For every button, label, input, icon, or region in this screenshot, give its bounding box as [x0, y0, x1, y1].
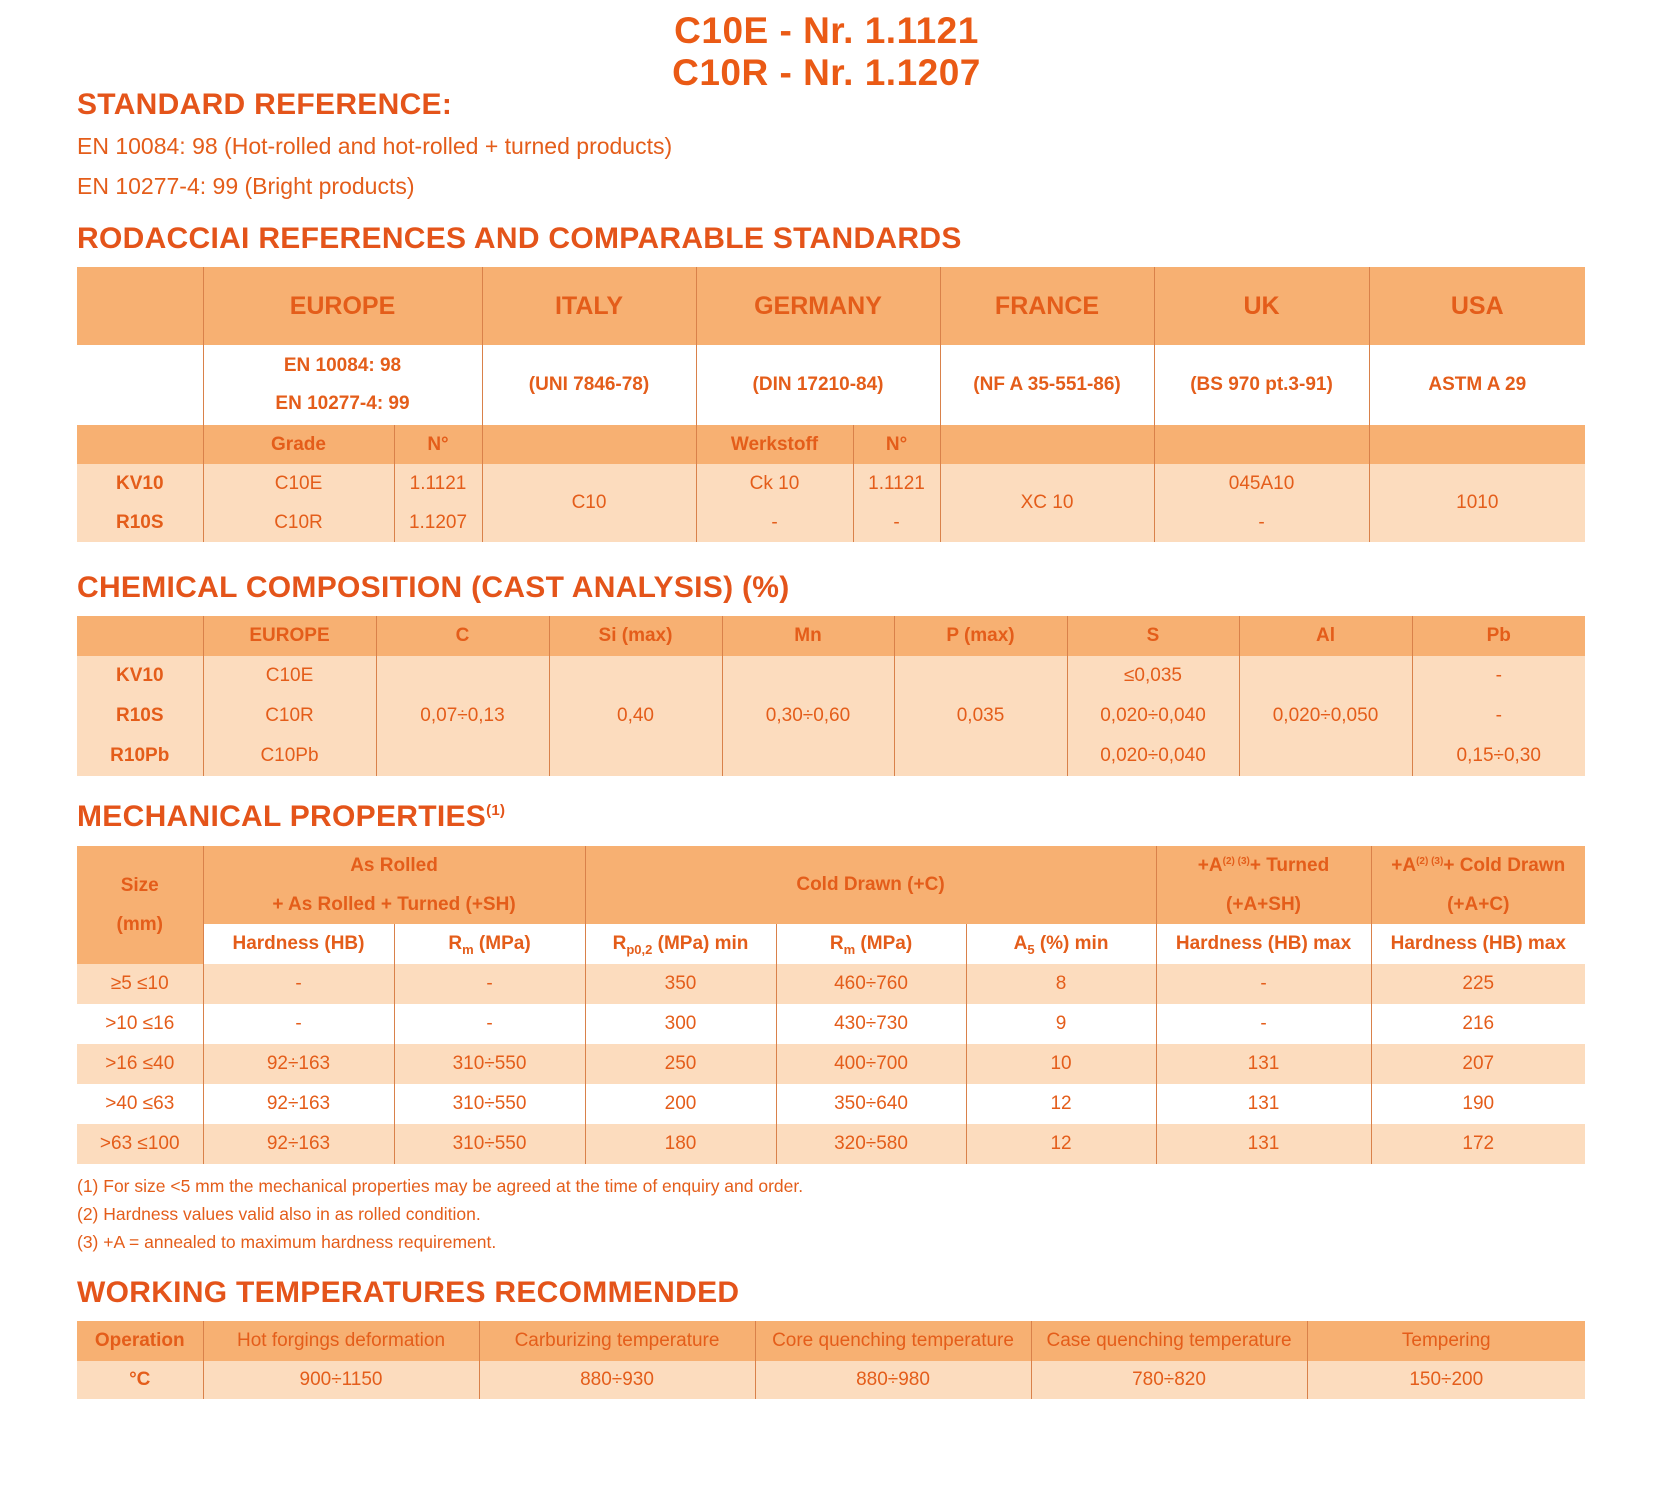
ref-no: 1.1121	[394, 464, 482, 503]
mech-hb-cd: 225	[1462, 973, 1495, 994]
mech-hb-cd: 190	[1462, 1093, 1495, 1114]
standard-germany: (DIN 17210-84)	[696, 345, 940, 425]
working-header-operation: Operation	[77, 1321, 203, 1361]
mech-row	[77, 1124, 1585, 1164]
references-corner-cell	[77, 267, 203, 345]
mech-row	[77, 964, 1585, 1004]
references-standard-row	[77, 345, 1585, 425]
chem-corner-cell	[77, 616, 203, 656]
chem-header-c: C	[376, 616, 549, 656]
mech-rp: 350	[585, 964, 776, 1004]
mech-rm: 310÷550	[394, 1084, 585, 1124]
working-table	[77, 1321, 1585, 1399]
standard-europe	[203, 345, 482, 425]
mech-group-row-1	[77, 846, 1585, 885]
mech-header-cdrawn-1	[1371, 846, 1585, 885]
ref-uk: -	[1154, 503, 1369, 542]
mech-rm2: 460÷760	[776, 964, 966, 1004]
mech-row	[77, 1004, 1585, 1044]
working-header-case-quenching: Case quenching temperature	[1031, 1321, 1307, 1361]
ref-france: XC 10	[940, 464, 1154, 542]
a5-subscript: 5	[1027, 942, 1035, 957]
references-sub-header-row	[77, 425, 1585, 464]
mech-col-rp	[585, 924, 776, 964]
chem-header-si: Si (max)	[549, 616, 722, 656]
country-france: FRANCE	[940, 267, 1154, 345]
working-header-hot-forging: Hot forgings deformation	[203, 1321, 479, 1361]
turned-sup: (2) (3)	[1222, 855, 1250, 867]
country-usa: USA	[1450, 291, 1504, 320]
ref-uk: 045A10	[1154, 464, 1369, 503]
chemical-header-row	[77, 616, 1585, 656]
ref-code: KV10	[77, 464, 203, 503]
country-italy: ITALY	[482, 267, 696, 345]
mechanical-heading	[77, 800, 505, 834]
chem-al: 0,020÷0,050	[1239, 656, 1412, 776]
working-header-carburizing: Carburizing temperature	[479, 1321, 755, 1361]
ref-no-de: -	[853, 503, 940, 542]
chemical-heading: CHEMICAL COMPOSITION (CAST ANALYSIS) (%)	[77, 571, 790, 604]
working-header-row	[77, 1321, 1585, 1361]
mechanical-heading-text: MECHANICAL PROPERTIES	[77, 800, 487, 833]
chem-s: 0,020÷0,040	[1067, 696, 1239, 736]
mech-a5: 9	[966, 1004, 1156, 1044]
country-europe: EUROPE	[203, 267, 482, 345]
standard-reference-heading: STANDARD REFERENCE:	[77, 88, 453, 121]
mech-header-turned-2: (+A+SH)	[1156, 885, 1371, 924]
mech-a5: 12	[966, 1084, 1156, 1124]
mech-rm2: 400÷700	[776, 1044, 966, 1084]
rm-unit: (MPa)	[478, 933, 531, 954]
a5-symbol: A	[1013, 933, 1028, 954]
references-row	[77, 503, 1585, 542]
chem-header-europe: EUROPE	[203, 616, 376, 656]
chemical-table	[77, 616, 1585, 776]
footnote-2: (2) Hardness values valid also in as rolled condition.	[77, 1204, 481, 1224]
chem-si: 0,40	[549, 656, 722, 776]
chemical-row	[77, 656, 1585, 696]
ref-grade: C10R	[203, 503, 394, 542]
mech-rm2: 320÷580	[776, 1124, 966, 1164]
references-country-row	[77, 267, 1585, 345]
mech-hb-cd: 216	[1462, 1013, 1495, 1034]
rm-subscript: m	[462, 942, 474, 957]
standard-france: (NF A 35-551-86)	[940, 345, 1154, 425]
working-hot-forging: 900÷1150	[203, 1361, 479, 1399]
mech-rm: 310÷550	[394, 1124, 585, 1164]
mech-header-turned-1	[1156, 846, 1371, 885]
mech-col-a5	[966, 924, 1156, 964]
ref-werkstoff: Ck 10	[696, 464, 853, 503]
mech-col-hb-cdrawn: Hardness (HB) max	[1390, 933, 1566, 954]
mech-header-as-rolled-2: + As Rolled + Turned (+SH)	[203, 885, 585, 924]
mech-header-as-rolled-1: As Rolled	[203, 846, 585, 885]
mech-hb-turned: 131	[1156, 1124, 1371, 1164]
mech-size-label: Size	[120, 875, 159, 896]
sub-blank-4	[1154, 425, 1369, 464]
ref-usa: 1010	[1456, 492, 1499, 513]
working-header-core-quenching: Core quenching temperature	[755, 1321, 1031, 1361]
chem-s: ≤0,035	[1067, 656, 1239, 696]
a5-unit: (%) min	[1039, 933, 1109, 954]
chem-header-s: S	[1067, 616, 1239, 656]
working-header-tempering: Tempering	[1401, 1330, 1491, 1351]
chem-pb: -	[1495, 665, 1502, 686]
mech-header-cold-drawn: Cold Drawn (+C)	[585, 846, 1156, 924]
mech-a5: 12	[966, 1124, 1156, 1164]
mech-rm2: 350÷640	[776, 1084, 966, 1124]
turned-post: + Turned	[1249, 854, 1330, 876]
mechanical-table	[77, 846, 1585, 1164]
rp-unit: (MPa) min	[657, 933, 749, 954]
turned-prefix: +A	[1197, 854, 1223, 876]
mech-hb-turned: -	[1156, 964, 1371, 1004]
standard-uk: (BS 970 pt.3-91)	[1154, 345, 1369, 425]
rp-subscript: p0,2	[626, 942, 653, 957]
chem-ref: R10Pb	[77, 736, 203, 776]
sub-no-de: N°	[853, 425, 940, 464]
standard-italy: (UNI 7846-78)	[482, 345, 696, 425]
mech-row	[77, 1044, 1585, 1084]
sub-werkstoff: Werkstoff	[696, 425, 853, 464]
mech-rm2: 430÷730	[776, 1004, 966, 1044]
mech-rp: 200	[585, 1084, 776, 1124]
rm2-symbol: R	[829, 933, 844, 954]
mech-hb: 92÷163	[203, 1124, 394, 1164]
mech-a5: 8	[966, 964, 1156, 1004]
footnote-1: (1) For size <5 mm the mechanical properties may be agreed at the time of enquiry and order.	[77, 1176, 804, 1196]
chem-pb: 0,15÷0,30	[1456, 745, 1541, 766]
cdrawn-prefix: +A	[1391, 854, 1417, 876]
mech-size: >63 ≤100	[77, 1124, 203, 1164]
chem-europe: C10Pb	[203, 736, 376, 776]
chem-p: 0,035	[894, 656, 1067, 776]
chem-header-mn: Mn	[722, 616, 894, 656]
chem-header-p: P (max)	[894, 616, 1067, 656]
mech-hb: 92÷163	[203, 1084, 394, 1124]
mech-hb: 92÷163	[203, 1044, 394, 1084]
chem-ref: KV10	[77, 656, 203, 696]
mech-column-header-row	[77, 924, 1585, 964]
chem-pb: -	[1495, 705, 1502, 726]
sub-grade: Grade	[203, 425, 394, 464]
chem-s: 0,020÷0,040	[1067, 736, 1239, 776]
mech-hb-cd: 207	[1462, 1053, 1495, 1074]
mech-hb-turned: 131	[1156, 1044, 1371, 1084]
chem-ref: R10S	[77, 696, 203, 736]
mech-rp: 180	[585, 1124, 776, 1164]
rp-symbol: R	[612, 933, 627, 954]
mech-rm: -	[394, 1004, 585, 1044]
mech-rm: 310÷550	[394, 1044, 585, 1084]
chem-europe: C10E	[203, 656, 376, 696]
mech-col-hb-turned: Hardness (HB) max	[1156, 924, 1371, 964]
standard-europe-1: EN 10084: 98	[283, 355, 402, 376]
standard-europe-2: EN 10277-4: 99	[275, 393, 410, 414]
chem-mn: 0,30÷0,60	[722, 656, 894, 776]
mechanical-heading-note: (1)	[486, 802, 506, 819]
mech-row	[77, 1084, 1585, 1124]
chem-header-pb: Pb	[1486, 625, 1511, 646]
ref-code: R10S	[77, 503, 203, 542]
sub-no: N°	[394, 425, 482, 464]
working-tempering: 150÷200	[1409, 1369, 1484, 1390]
references-row	[77, 464, 1585, 503]
mech-rp: 300	[585, 1004, 776, 1044]
rm2-subscript: m	[843, 942, 856, 957]
working-case-quenching: 780÷820	[1031, 1361, 1307, 1399]
mech-a5: 10	[966, 1044, 1156, 1084]
standard-reference-line-2: EN 10277-4: 99 (Bright products)	[77, 173, 415, 199]
standard-reference-line-1: EN 10084: 98 (Hot-rolled and hot-rolled + turned products)	[77, 133, 673, 159]
title-line-1: C10E - Nr. 1.1121	[674, 10, 979, 51]
working-heading: WORKING TEMPERATURES RECOMMENDED	[77, 1276, 740, 1309]
mech-hb: -	[203, 1004, 394, 1044]
footnote-3: (3) +A = annealed to maximum hardness requirement.	[77, 1232, 497, 1252]
sub-blank-3	[940, 425, 1154, 464]
working-unit: °C	[77, 1361, 203, 1399]
sub-blank-5	[1369, 425, 1585, 464]
mech-rm: -	[394, 964, 585, 1004]
ref-grade: C10E	[203, 464, 394, 503]
references-blank-cell	[77, 345, 203, 425]
rm-symbol: R	[448, 933, 463, 954]
working-carburizing: 880÷930	[479, 1361, 755, 1399]
mech-size-unit: (mm)	[116, 914, 163, 935]
standard-usa: ASTM A 29	[1428, 374, 1527, 395]
mech-size: >16 ≤40	[77, 1044, 203, 1084]
sub-blank-2	[482, 425, 696, 464]
mech-hb-turned: 131	[1156, 1084, 1371, 1124]
mech-hb-cd: 172	[1462, 1133, 1495, 1154]
mech-col-rm2	[776, 924, 966, 964]
country-germany: GERMANY	[696, 267, 940, 345]
cdrawn-sup: (2) (3)	[1416, 855, 1444, 867]
chem-europe: C10R	[203, 696, 376, 736]
ref-italy: C10	[482, 464, 696, 542]
chem-c: 0,07÷0,13	[376, 656, 549, 776]
ref-no: 1.1207	[394, 503, 482, 542]
mech-hb: -	[203, 964, 394, 1004]
working-core-quenching: 880÷980	[755, 1361, 1031, 1399]
mech-col-hardness: Hardness (HB)	[203, 924, 394, 964]
rm2-unit: (MPa)	[860, 933, 913, 954]
mech-rp: 250	[585, 1044, 776, 1084]
references-table	[77, 267, 1585, 542]
sub-blank-1	[77, 425, 203, 464]
mech-col-rm	[394, 924, 585, 964]
cdrawn-post: + Cold Drawn	[1443, 854, 1566, 876]
country-uk: UK	[1154, 267, 1369, 345]
mech-header-cdrawn-2: (+A+C)	[1447, 893, 1510, 915]
mech-size: >40 ≤63	[77, 1084, 203, 1124]
ref-no-de: 1.1121	[853, 464, 940, 503]
references-heading: RODACCIAI REFERENCES AND COMPARABLE STANDARDS	[77, 222, 962, 255]
working-value-row	[77, 1361, 1585, 1399]
mech-header-size	[77, 846, 203, 964]
ref-werkstoff: -	[696, 503, 853, 542]
chem-header-al: Al	[1239, 616, 1412, 656]
title-line-2: C10R - Nr. 1.1207	[672, 52, 981, 93]
mech-hb-turned: -	[1156, 1004, 1371, 1044]
mech-size: ≥5 ≤10	[77, 964, 203, 1004]
mech-size: >10 ≤16	[77, 1004, 203, 1044]
